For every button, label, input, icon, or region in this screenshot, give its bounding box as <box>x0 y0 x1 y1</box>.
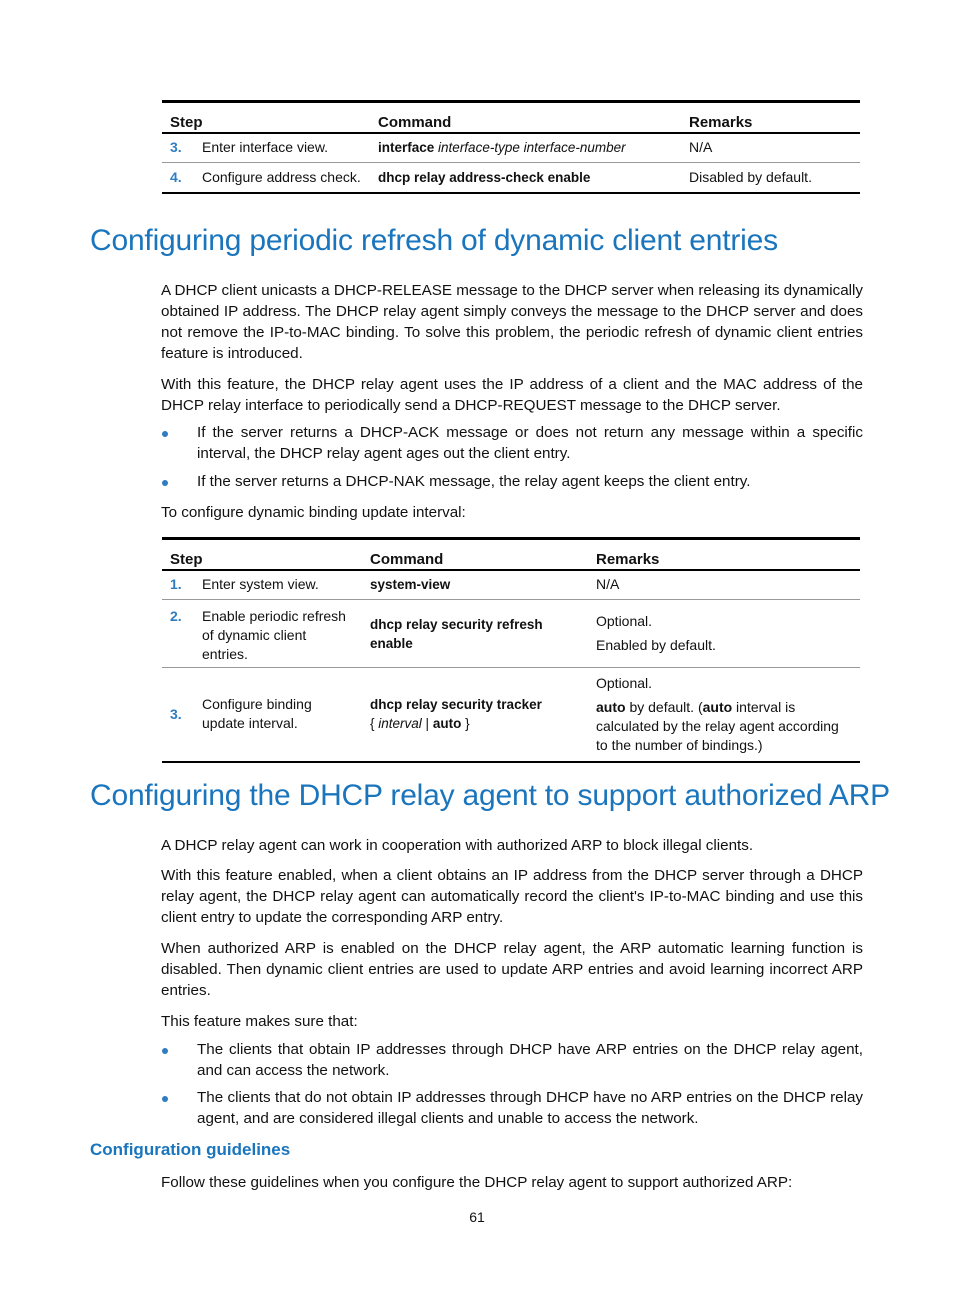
option-auto: auto <box>432 716 462 732</box>
bullet-item: If the server returns a DHCP-ACK message or does not return any message within a specific interval, the DHCP relay agent ages out the client entry. <box>197 424 863 462</box>
step-number: 4. <box>162 163 194 193</box>
paragraph: With this feature enabled, when a client obtains an IP address from the DHCP server through a DHCP relay agent, the DHCP relay agent can automatically record the client's IP-to-MAC binding and use this client entry to update the corresponding ARP entry. <box>161 867 863 926</box>
paragraph: Follow these guidelines when you configure the DHCP relay agent to support authorized ARP: <box>161 1174 793 1191</box>
paragraph: When authorized ARP is enabled on the DHCP relay agent, the ARP automatic learning function is disabled. Then dynamic client entries are used to update ARP entries and avoid learning incorrect ARP entries. <box>161 940 863 999</box>
step-number: 2. <box>162 600 194 668</box>
paragraph: With this feature, the DHCP relay agent uses the IP address of a client and the MAC address of the DHCP relay interface to periodically send a DHCP-REQUEST message to the DHCP server. <box>161 376 863 414</box>
step-description: Enter system view. <box>194 570 362 600</box>
table-row <box>162 600 860 668</box>
page-number: 61 <box>469 1209 485 1225</box>
brace: { <box>370 716 379 732</box>
remarks-cell <box>588 668 860 762</box>
command-argument: interface-type interface-number <box>438 140 626 156</box>
remark-line <box>596 698 852 755</box>
remarks-cell: N/A <box>588 570 860 600</box>
header-remarks: Remarks <box>588 539 860 570</box>
paragraph: This feature makes sure that: <box>161 1013 358 1030</box>
paragraph: A DHCP relay agent can work in cooperation with authorized ARP to block illegal clients. <box>161 837 754 854</box>
command-keyword: interface <box>378 140 435 156</box>
bullet-icon <box>162 1048 168 1054</box>
table-row <box>162 668 860 762</box>
paragraph: To configure dynamic binding update interval: <box>161 504 466 521</box>
step-number: 1. <box>162 570 194 600</box>
remarks-cell: N/A <box>681 133 860 163</box>
step-description: Enable periodic refresh of dynamic client entries. <box>194 600 362 668</box>
step-number: 3. <box>162 133 194 163</box>
keyword-auto: auto <box>596 698 626 715</box>
step-description: Configure address check. <box>194 163 370 193</box>
command-cell: system-view <box>362 570 588 600</box>
section-title: Configuring periodic refresh of dynamic client entries <box>90 224 778 257</box>
paragraph: A DHCP client unicasts a DHCP-RELEASE message to the DHCP server when releasing its dynamically obtained IP address. The DHCP relay agent simply conveys the message to the DHCP server and does not remove the IP-to-MAC binding. To solve this problem, the periodic refresh of dynamic client entries feature is introduced. <box>161 282 863 362</box>
brace: } <box>461 716 470 732</box>
bullet-item: The clients that obtain IP addresses through DHCP have ARP entries on the DHCP relay agent, and can access the network. <box>197 1041 863 1079</box>
remark-line: Enabled by default. <box>596 637 716 653</box>
command-cell <box>362 668 588 762</box>
subsection-title: Configuration guidelines <box>90 1140 291 1159</box>
steps-table-1 <box>162 100 860 194</box>
bullet-item: The clients that do not obtain IP addresses through DHCP have no ARP entries on the DHCP relay agent, and are considered illegal clients and unable to access the network. <box>197 1089 863 1127</box>
remark-line: Optional. <box>596 613 653 629</box>
remark-line: Optional. <box>596 674 653 691</box>
command-cell: dhcp relay security refresh enable <box>362 600 588 668</box>
option-interval: interval <box>378 716 422 732</box>
header-command: Command <box>370 102 681 133</box>
bullet-icon <box>162 431 168 437</box>
separator: | <box>421 716 433 732</box>
steps-table-2 <box>162 537 860 763</box>
keyword-auto: auto <box>702 698 733 715</box>
header-step: Step <box>162 102 370 133</box>
step-description: Enter interface view. <box>194 133 370 163</box>
command-cell <box>370 133 681 163</box>
remarks-cell <box>588 600 860 668</box>
bullet-icon <box>162 480 168 486</box>
table-row <box>162 570 860 600</box>
step-description: Configure binding update interval. <box>194 668 362 762</box>
step-number: 3. <box>162 668 194 762</box>
command-keyword: dhcp relay security tracker <box>370 697 542 713</box>
header-remarks: Remarks <box>681 102 860 133</box>
command-cell: dhcp relay address-check enable <box>370 163 681 193</box>
header-command: Command <box>362 539 588 570</box>
remark-text: by default. ( <box>625 698 703 715</box>
bullet-icon <box>162 1096 168 1102</box>
section-title: Configuring the DHCP relay agent to support authorized ARP <box>90 779 890 812</box>
header-step: Step <box>162 539 362 570</box>
table-row <box>162 163 860 193</box>
table-row <box>162 133 860 163</box>
bullet-item: If the server returns a DHCP-NAK message, the relay agent keeps the client entry. <box>197 473 751 490</box>
command-options <box>370 714 580 733</box>
remarks-cell: Disabled by default. <box>681 163 860 193</box>
remark-text: interval is calculated by the relay agent according to the number of bindings.) <box>596 698 839 753</box>
